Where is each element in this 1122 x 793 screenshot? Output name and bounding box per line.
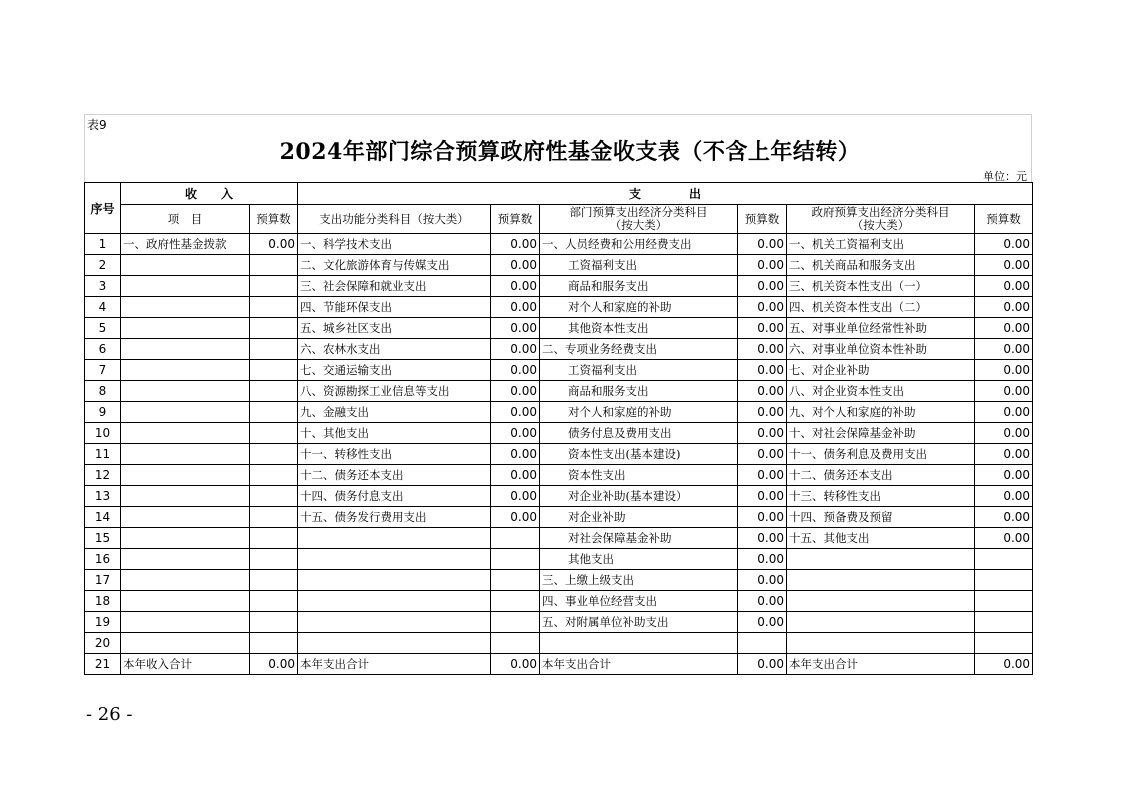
income-budget-cell xyxy=(250,276,298,297)
dept-budget-cell: 0.00 xyxy=(738,276,787,297)
income-budget-cell xyxy=(250,423,298,444)
income-budget-cell xyxy=(250,465,298,486)
dept-budget-cell: 0.00 xyxy=(738,612,787,633)
func-budget-cell: 0.00 xyxy=(491,444,540,465)
income-budget-cell xyxy=(250,297,298,318)
func-class-cell xyxy=(298,633,491,654)
func-budget-cell: 0.00 xyxy=(491,360,540,381)
gov-budget-cell: 0.00 xyxy=(975,654,1033,675)
dept-budget-cell: 0.00 xyxy=(738,465,787,486)
dept-budget-cell: 0.00 xyxy=(738,486,787,507)
func-class-header: 支出功能分类科目（按大类） xyxy=(298,205,491,234)
func-budget-cell xyxy=(491,549,540,570)
budget-sheet xyxy=(84,114,1032,675)
gov-class-cell: 八、对企业资本性支出 xyxy=(787,381,975,402)
gov-budget-cell: 0.00 xyxy=(975,234,1033,255)
dept-class-cell: 对企业补助(基本建设） xyxy=(540,486,738,507)
func-budget-cell: 0.00 xyxy=(491,423,540,444)
income-header: 收 入 xyxy=(121,183,298,205)
dept-budget-cell: 0.00 xyxy=(738,402,787,423)
gov-budget-cell: 0.00 xyxy=(975,360,1033,381)
table-row xyxy=(85,423,1033,444)
gov-budget-cell xyxy=(975,633,1033,654)
func-class-cell xyxy=(298,549,491,570)
income-item-cell xyxy=(121,570,250,591)
gov-class-cell: 十一、债务利息及费用支出 xyxy=(787,444,975,465)
expense-header: 支 出 xyxy=(298,183,1033,205)
income-budget-cell xyxy=(250,528,298,549)
gov-class-cell: 四、机关资本性支出（二） xyxy=(787,297,975,318)
table-row xyxy=(85,591,1033,612)
income-budget-cell xyxy=(250,360,298,381)
seq-cell: 1 xyxy=(85,234,121,255)
gov-budget-cell xyxy=(975,570,1033,591)
dept-budget-cell: 0.00 xyxy=(738,549,787,570)
gov-budget-cell: 0.00 xyxy=(975,486,1033,507)
func-class-cell: 十二、债务还本支出 xyxy=(298,465,491,486)
income-budget-cell: 0.00 xyxy=(250,654,298,675)
budget-header: 预算数 xyxy=(250,205,298,234)
dept-class-cell: 二、专项业务经费支出 xyxy=(540,339,738,360)
func-budget-cell: 0.00 xyxy=(491,339,540,360)
gov-budget-cell xyxy=(975,591,1033,612)
income-budget-cell: 0.00 xyxy=(250,234,298,255)
fund-table xyxy=(84,182,1033,675)
table-row xyxy=(85,402,1033,423)
income-item-cell xyxy=(121,276,250,297)
seq-cell: 3 xyxy=(85,276,121,297)
income-item-cell xyxy=(121,633,250,654)
income-budget-cell xyxy=(250,339,298,360)
gov-class-cell: 本年支出合计 xyxy=(787,654,975,675)
gov-budget-cell: 0.00 xyxy=(975,507,1033,528)
seq-cell: 16 xyxy=(85,549,121,570)
func-class-cell: 七、交通运输支出 xyxy=(298,360,491,381)
dept-class-cell: 一、人员经费和公用经费支出 xyxy=(540,234,738,255)
page-title: 2024年部门综合预算政府性基金收支表（不含上年结转） xyxy=(279,138,861,165)
gov-class-cell: 九、对个人和家庭的补助 xyxy=(787,402,975,423)
table-row xyxy=(85,528,1033,549)
gov-budget-cell: 0.00 xyxy=(975,465,1033,486)
gov-budget-cell: 0.00 xyxy=(975,297,1033,318)
sheet-label: 表9 xyxy=(87,118,107,132)
table-row xyxy=(85,633,1033,654)
table-row xyxy=(85,612,1033,633)
gov-budget-cell: 0.00 xyxy=(975,402,1033,423)
dept-class-cell: 工资福利支出 xyxy=(540,255,738,276)
dept-budget-cell: 0.00 xyxy=(738,360,787,381)
budget-header: 预算数 xyxy=(491,205,540,234)
gov-budget-cell: 0.00 xyxy=(975,255,1033,276)
table-row xyxy=(85,549,1033,570)
func-class-cell: 二、文化旅游体育与传媒支出 xyxy=(298,255,491,276)
dept-budget-cell: 0.00 xyxy=(738,318,787,339)
func-budget-cell: 0.00 xyxy=(491,381,540,402)
table-row xyxy=(85,465,1033,486)
gov-class-cell: 一、机关工资福利支出 xyxy=(787,234,975,255)
income-budget-cell xyxy=(250,633,298,654)
income-item-cell xyxy=(121,507,250,528)
income-item-cell xyxy=(121,423,250,444)
gov-budget-cell: 0.00 xyxy=(975,318,1033,339)
income-item-cell xyxy=(121,528,250,549)
dept-class-cell: 债务付息及费用支出 xyxy=(540,423,738,444)
gov-budget-cell: 0.00 xyxy=(975,423,1033,444)
gov-budget-cell: 0.00 xyxy=(975,339,1033,360)
func-class-cell: 四、节能环保支出 xyxy=(298,297,491,318)
income-item-cell: 本年收入合计 xyxy=(121,654,250,675)
gov-class-cell: 七、对企业补助 xyxy=(787,360,975,381)
income-item-cell: 一、政府性基金拨款 xyxy=(121,234,250,255)
title-row xyxy=(84,132,1032,168)
func-budget-cell: 0.00 xyxy=(491,654,540,675)
gov-class-cell: 三、机关资本性支出（一） xyxy=(787,276,975,297)
gov-class-cell: 六、对事业单位资本性补助 xyxy=(787,339,975,360)
dept-class-cell: 本年支出合计 xyxy=(540,654,738,675)
seq-cell: 5 xyxy=(85,318,121,339)
budget-header: 预算数 xyxy=(738,205,787,234)
gov-class-header xyxy=(787,205,975,234)
table-row xyxy=(85,255,1033,276)
func-class-cell: 一、科学技术支出 xyxy=(298,234,491,255)
income-item-cell xyxy=(121,381,250,402)
table-row xyxy=(85,360,1033,381)
seq-cell: 17 xyxy=(85,570,121,591)
dept-budget-cell: 0.00 xyxy=(738,297,787,318)
gov-class-header-line2: （按大类） xyxy=(851,218,910,232)
gov-class-cell: 十三、转移性支出 xyxy=(787,486,975,507)
seq-cell: 7 xyxy=(85,360,121,381)
income-item-cell xyxy=(121,591,250,612)
table-row xyxy=(85,507,1033,528)
income-item-cell xyxy=(121,339,250,360)
gov-budget-cell: 0.00 xyxy=(975,381,1033,402)
func-class-cell: 九、金融支出 xyxy=(298,402,491,423)
table-row xyxy=(85,297,1033,318)
table-row xyxy=(85,654,1033,675)
seq-header: 序号 xyxy=(85,183,121,234)
func-class-cell: 十一、转移性支出 xyxy=(298,444,491,465)
seq-cell: 10 xyxy=(85,423,121,444)
seq-cell: 20 xyxy=(85,633,121,654)
income-budget-cell xyxy=(250,591,298,612)
unit-label: 单位：元 xyxy=(983,170,1027,183)
gov-class-cell: 十、对社会保障基金补助 xyxy=(787,423,975,444)
dept-class-header-line2: （按大类） xyxy=(609,218,668,232)
dept-budget-cell xyxy=(738,633,787,654)
dept-class-cell: 对个人和家庭的补助 xyxy=(540,297,738,318)
func-budget-cell xyxy=(491,591,540,612)
dept-budget-cell: 0.00 xyxy=(738,234,787,255)
func-budget-cell: 0.00 xyxy=(491,255,540,276)
income-budget-cell xyxy=(250,318,298,339)
gov-budget-cell: 0.00 xyxy=(975,444,1033,465)
func-class-cell: 六、农林水支出 xyxy=(298,339,491,360)
dept-class-cell: 五、对附属单位补助支出 xyxy=(540,612,738,633)
func-class-cell: 本年支出合计 xyxy=(298,654,491,675)
table-row xyxy=(85,318,1033,339)
gov-budget-cell: 0.00 xyxy=(975,276,1033,297)
dept-budget-cell: 0.00 xyxy=(738,444,787,465)
seq-cell: 4 xyxy=(85,297,121,318)
func-budget-cell: 0.00 xyxy=(491,276,540,297)
income-item-cell xyxy=(121,255,250,276)
func-class-cell xyxy=(298,591,491,612)
dept-budget-cell: 0.00 xyxy=(738,255,787,276)
func-budget-cell xyxy=(491,528,540,549)
dept-budget-cell: 0.00 xyxy=(738,339,787,360)
seq-cell: 12 xyxy=(85,465,121,486)
income-item-cell xyxy=(121,360,250,381)
func-budget-cell: 0.00 xyxy=(491,297,540,318)
func-budget-cell: 0.00 xyxy=(491,486,540,507)
gov-class-cell: 十四、预备费及预留 xyxy=(787,507,975,528)
gov-class-header-line1: 政府预算支出经济分类科目 xyxy=(811,205,950,219)
dept-class-cell: 商品和服务支出 xyxy=(540,381,738,402)
income-item-cell xyxy=(121,612,250,633)
income-budget-cell xyxy=(250,381,298,402)
func-budget-cell xyxy=(491,633,540,654)
dept-class-cell: 对个人和家庭的补助 xyxy=(540,402,738,423)
header-row-2 xyxy=(85,205,1033,234)
page-number: - 26 - xyxy=(86,704,133,725)
seq-cell: 15 xyxy=(85,528,121,549)
func-class-cell: 八、资源勘探工业信息等支出 xyxy=(298,381,491,402)
func-class-cell: 十五、债务发行费用支出 xyxy=(298,507,491,528)
table-row xyxy=(85,234,1033,255)
func-class-cell: 十、其他支出 xyxy=(298,423,491,444)
func-budget-cell: 0.00 xyxy=(491,507,540,528)
table-row xyxy=(85,381,1033,402)
dept-class-cell: 其他支出 xyxy=(540,549,738,570)
table-row xyxy=(85,444,1033,465)
dept-budget-cell: 0.00 xyxy=(738,423,787,444)
gov-class-cell xyxy=(787,591,975,612)
item-header: 项 目 xyxy=(121,205,250,234)
gov-class-cell: 十五、其他支出 xyxy=(787,528,975,549)
gov-class-cell: 二、机关商品和服务支出 xyxy=(787,255,975,276)
table-row xyxy=(85,570,1033,591)
gov-class-cell xyxy=(787,570,975,591)
func-budget-cell: 0.00 xyxy=(491,318,540,339)
dept-class-header-line1: 部门预算支出经济分类科目 xyxy=(569,205,708,219)
seq-cell: 14 xyxy=(85,507,121,528)
func-budget-cell: 0.00 xyxy=(491,234,540,255)
dept-budget-cell: 0.00 xyxy=(738,654,787,675)
seq-cell: 8 xyxy=(85,381,121,402)
dept-class-cell: 商品和服务支出 xyxy=(540,276,738,297)
func-class-cell xyxy=(298,528,491,549)
gov-class-cell: 十二、债务还本支出 xyxy=(787,465,975,486)
dept-class-cell: 四、事业单位经营支出 xyxy=(540,591,738,612)
income-budget-cell xyxy=(250,549,298,570)
unit-row xyxy=(84,168,1032,182)
table-row xyxy=(85,486,1033,507)
income-item-cell xyxy=(121,486,250,507)
gov-class-cell xyxy=(787,633,975,654)
func-class-cell: 十四、债务付息支出 xyxy=(298,486,491,507)
income-budget-cell xyxy=(250,255,298,276)
dept-budget-cell: 0.00 xyxy=(738,570,787,591)
income-budget-cell xyxy=(250,444,298,465)
income-budget-cell xyxy=(250,570,298,591)
income-budget-cell xyxy=(250,402,298,423)
dept-class-cell: 其他资本性支出 xyxy=(540,318,738,339)
income-item-cell xyxy=(121,549,250,570)
gov-budget-cell xyxy=(975,612,1033,633)
func-class-cell: 三、社会保障和就业支出 xyxy=(298,276,491,297)
income-item-cell xyxy=(121,402,250,423)
gov-budget-cell: 0.00 xyxy=(975,528,1033,549)
dept-class-cell: 工资福利支出 xyxy=(540,360,738,381)
table-row xyxy=(85,339,1033,360)
dept-class-header xyxy=(540,205,738,234)
seq-cell: 11 xyxy=(85,444,121,465)
dept-budget-cell: 0.00 xyxy=(738,528,787,549)
func-budget-cell: 0.00 xyxy=(491,402,540,423)
dept-class-cell: 资本性支出 xyxy=(540,465,738,486)
dept-class-cell: 对社会保障基金补助 xyxy=(540,528,738,549)
func-budget-cell xyxy=(491,570,540,591)
dept-class-cell: 资本性支出(基本建设) xyxy=(540,444,738,465)
gov-class-cell: 五、对事业单位经常性补助 xyxy=(787,318,975,339)
income-item-cell xyxy=(121,465,250,486)
dept-class-cell: 对企业补助 xyxy=(540,507,738,528)
income-budget-cell xyxy=(250,612,298,633)
budget-header: 预算数 xyxy=(975,205,1033,234)
func-budget-cell xyxy=(491,612,540,633)
func-budget-cell: 0.00 xyxy=(491,465,540,486)
gov-budget-cell xyxy=(975,549,1033,570)
seq-cell: 6 xyxy=(85,339,121,360)
seq-cell: 21 xyxy=(85,654,121,675)
income-budget-cell xyxy=(250,486,298,507)
header-row-1 xyxy=(85,183,1033,205)
income-budget-cell xyxy=(250,507,298,528)
func-class-cell xyxy=(298,570,491,591)
gov-class-cell xyxy=(787,612,975,633)
seq-cell: 18 xyxy=(85,591,121,612)
dept-budget-cell: 0.00 xyxy=(738,507,787,528)
seq-cell: 13 xyxy=(85,486,121,507)
dept-budget-cell: 0.00 xyxy=(738,381,787,402)
seq-cell: 19 xyxy=(85,612,121,633)
seq-cell: 2 xyxy=(85,255,121,276)
income-item-cell xyxy=(121,318,250,339)
dept-class-cell: 三、上缴上级支出 xyxy=(540,570,738,591)
func-class-cell xyxy=(298,612,491,633)
table-row xyxy=(85,276,1033,297)
func-class-cell: 五、城乡社区支出 xyxy=(298,318,491,339)
dept-class-cell xyxy=(540,633,738,654)
sheet-label-row xyxy=(84,114,1032,132)
dept-budget-cell: 0.00 xyxy=(738,591,787,612)
gov-class-cell xyxy=(787,549,975,570)
seq-cell: 9 xyxy=(85,402,121,423)
income-item-cell xyxy=(121,444,250,465)
income-item-cell xyxy=(121,297,250,318)
